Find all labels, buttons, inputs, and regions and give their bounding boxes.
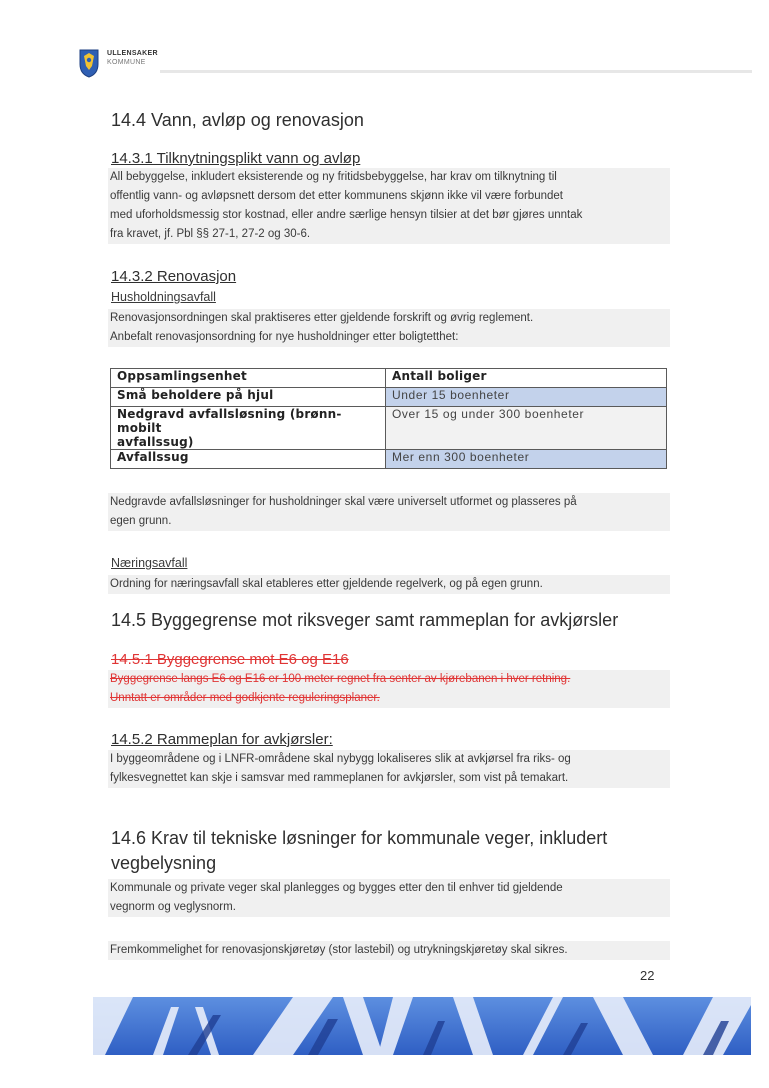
struck-heading-14-5-1: 14.5.1 Byggegrense mot E6 og E16 bbox=[111, 651, 349, 668]
section-heading-14-3-1: 14.3.1 Tilknytningsplikt vann og avløp bbox=[111, 150, 361, 167]
table-cell-unit-line: Nedgravd avfallsløsning (brønn- mobilt bbox=[117, 407, 342, 435]
table-row bbox=[111, 388, 667, 407]
text-line: Byggegrense langs E6 og E16 er 100 meter regnet fra senter av kjørebanen i hver retning. bbox=[110, 673, 571, 685]
footer-decoration bbox=[93, 997, 751, 1055]
table-cell-unit bbox=[111, 407, 386, 450]
subheading-husholdningsavfall: Husholdningsavfall bbox=[111, 290, 216, 304]
text-line: Ordning for næringsavfall skal etableres etter gjeldende regelverk, og på egen grunn. bbox=[110, 578, 543, 590]
paragraph-nedgravde bbox=[108, 493, 670, 531]
table-row bbox=[111, 450, 667, 469]
section-heading-14-5: 14.5 Byggegrense mot riksveger samt rammeplan for avkjørsler bbox=[111, 610, 619, 630]
text-line: fylkesvegnettet kan skje i samsvar med rammeplanen for avkjørsler, som vist på temakart. bbox=[110, 772, 569, 784]
paragraph-renovasjon bbox=[108, 309, 670, 347]
table-cell-count: Mer enn 300 boenheter bbox=[386, 450, 667, 469]
renovasjon-table bbox=[110, 368, 667, 469]
text-line: All bebyggelse, inkludert eksisterende og ny fritidsbebyggelse, har krav om tilknytning til bbox=[110, 171, 557, 183]
text-line: med uforholdsmessig stor kostnad, eller andre særlige hensyn tilsier at det bør gjøres unntak bbox=[110, 209, 583, 221]
section-heading-14-3-2: 14.3.2 Renovasjon bbox=[111, 268, 237, 285]
paragraph-vegnorm bbox=[108, 879, 670, 917]
text-line: egen grunn. bbox=[110, 515, 172, 527]
paragraph-fremkommelighet bbox=[108, 941, 670, 960]
section-heading-14-4: 14.4 Vann, avløp og renovasjon bbox=[111, 110, 364, 130]
table-header-row bbox=[111, 369, 667, 388]
header-rule bbox=[160, 70, 752, 73]
section-heading-14-6-line2: vegbelysning bbox=[111, 853, 217, 873]
org-line-2: KOMMUNE bbox=[107, 59, 146, 66]
table-cell-unit: Små beholdere på hjul bbox=[111, 388, 386, 407]
text-line: Renovasjonsordningen skal praktiseres etter gjeldende forskrift og øvrig reglement. bbox=[110, 312, 534, 324]
text-line: I byggeområdene og i LNFR-områdene skal nybygg lokaliseres slik at avkjørsel fra riks- og bbox=[110, 753, 571, 765]
table-header-cell: Antall boliger bbox=[386, 369, 667, 388]
table-cell-unit-line: avfallssug) bbox=[117, 435, 194, 449]
text-line: vegnorm og veglysnorm. bbox=[110, 901, 236, 913]
paragraph-tilknytning bbox=[108, 168, 670, 244]
table-cell-count: Under 15 boenheter bbox=[386, 388, 667, 407]
text-line: Unntatt er områder med godkjente reguleringsplaner. bbox=[110, 692, 380, 704]
paragraph-naeringsavfall bbox=[108, 575, 670, 594]
section-heading-14-6-line1: 14.6 Krav til tekniske løsninger for kommunale veger, inkludert bbox=[111, 828, 608, 848]
paragraph-rammeplan bbox=[108, 750, 670, 788]
table-cell-unit: Avfallssug bbox=[111, 450, 386, 469]
text-line: Nedgravde avfallsløsninger for husholdninger skal være universelt utformet og plasseres på bbox=[110, 496, 577, 508]
text-line: Fremkommelighet for renovasjonskjøretøy (stor lastebil) og utrykningskjøretøy skal sikres. bbox=[110, 944, 568, 956]
municipality-crest-icon bbox=[78, 48, 100, 78]
text-line: Kommunale og private veger skal planlegges og bygges etter den til enhver tid gjeldende bbox=[110, 882, 563, 894]
struck-paragraph-byggegrense bbox=[108, 670, 670, 708]
organization-name bbox=[107, 49, 158, 67]
page-number: 22 bbox=[640, 968, 655, 983]
section-heading-14-5-2: 14.5.2 Rammeplan for avkjørsler: bbox=[111, 731, 333, 748]
subheading-naeringsavfall: Næringsavfall bbox=[111, 556, 188, 570]
text-line: offentlig vann- og avløpsnett dersom det etter kommunens skjønn ikke vil være forbundet bbox=[110, 190, 563, 202]
text-line: fra kravet, jf. Pbl §§ 27-1, 27-2 og 30-6. bbox=[110, 228, 311, 240]
table-cell-count: Over 15 og under 300 boenheter bbox=[386, 407, 667, 450]
text-line: Anbefalt renovasjonsordning for nye husholdninger etter boligtetthet: bbox=[110, 331, 459, 343]
table-row bbox=[111, 407, 667, 450]
table-header-cell: Oppsamlingsenhet bbox=[111, 369, 386, 388]
org-line-1: ULLENSAKER bbox=[107, 50, 158, 57]
